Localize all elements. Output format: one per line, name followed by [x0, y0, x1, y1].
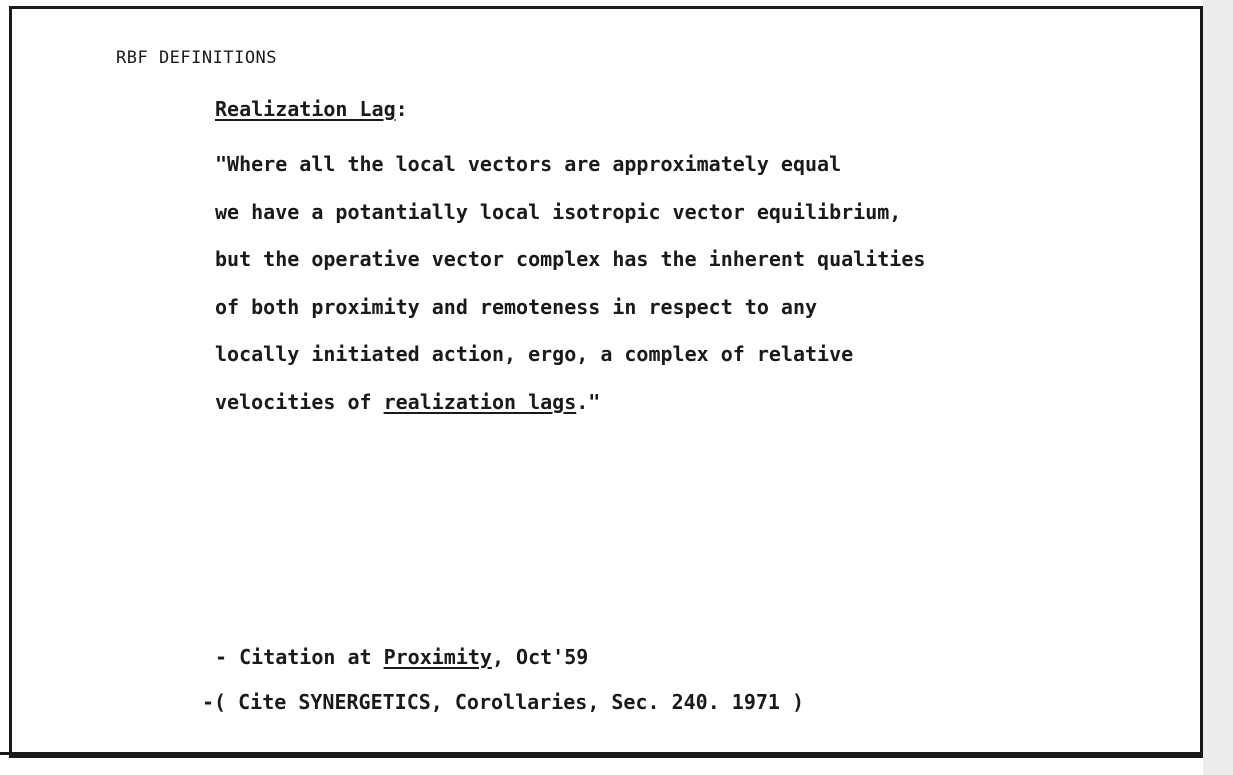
quote-line-4: of both proximity and remoteness in respect to any	[215, 294, 818, 319]
definition-quote	[215, 141, 925, 426]
citation-1-prefix: - Citation at	[215, 645, 384, 669]
quote-line-6	[215, 379, 925, 427]
citation-line-2: -( Cite SYNERGETICS, Corollaries, Sec. 240. 1971 )	[202, 690, 805, 714]
quote-last-suffix: ."	[576, 389, 601, 414]
quote-line-1: "Where all the local vectors are approximately equal	[215, 152, 842, 176]
quote-line-3: but the operative vector complex has the inherent qualities	[215, 247, 926, 271]
definition-term	[215, 97, 408, 121]
quote-line-5: locally initiated action, ergo, a complex of relative	[215, 342, 854, 366]
citation-1-suffix: , Oct'59	[491, 645, 589, 669]
citation-1-underlined: Proximity	[383, 645, 492, 669]
quote-last-prefix: velocities of	[215, 389, 384, 414]
term-label: Realization Lag	[215, 97, 396, 121]
term-suffix: :	[395, 97, 408, 121]
quote-line-2: we have a potantially local isotropic vector equilibrium,	[215, 199, 902, 224]
card-bottom-rule	[0, 752, 1203, 755]
scan-margin	[1203, 0, 1233, 775]
quote-last-underlined: realization lags	[383, 389, 577, 414]
citation-line-1	[215, 645, 588, 669]
card-header: RBF DEFINITIONS	[116, 48, 278, 68]
